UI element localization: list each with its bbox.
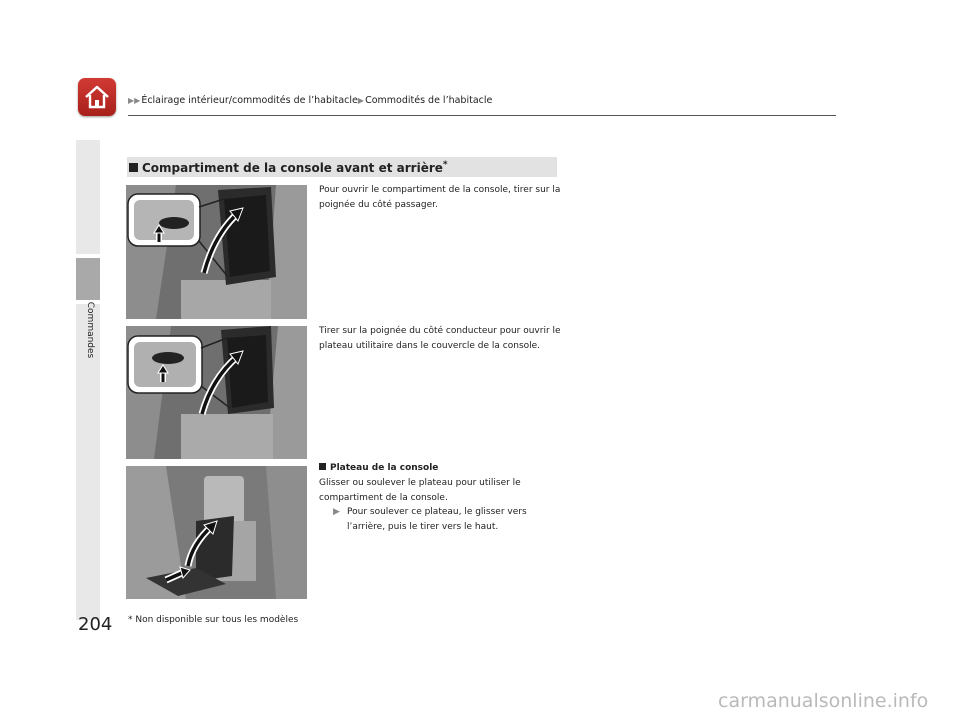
subsection-title: Plateau de la console	[319, 463, 438, 473]
breadcrumb-link-conveniences[interactable]: Commodités de l’habitacle	[365, 95, 493, 106]
subsection-text: Glisser ou soulever le plateau pour utiliser le compartiment de la console.	[319, 478, 521, 503]
section-square-icon	[129, 163, 138, 172]
photo-utility-tray	[126, 326, 307, 459]
page-number: 204	[78, 614, 113, 635]
breadcrumb-link-interior[interactable]: Éclairage intérieur/commodités de l’habitacle	[141, 95, 358, 106]
home-button[interactable]	[78, 78, 116, 116]
breadcrumb	[128, 95, 492, 106]
note-arrow-icon: ▶	[333, 507, 340, 517]
sidebar-tab-active	[76, 258, 100, 300]
photo-console-tray	[126, 466, 307, 599]
header-rule	[128, 115, 836, 116]
footnote: * Non disponible sur tous les modèles	[128, 615, 299, 625]
section-title: Compartiment de la console avant et arrière*	[129, 160, 448, 175]
home-icon	[83, 83, 111, 111]
sidebar-tab	[76, 140, 100, 254]
breadcrumb-arrow-icon: ▶	[357, 96, 365, 105]
watermark: carmanualsonline.info	[718, 690, 929, 712]
sidebar-chapter-label: Commandes	[85, 301, 95, 359]
paragraph-open-console: Pour ouvrir le compartiment de la console, tirer sur la poignée du côté passager.	[319, 185, 561, 210]
subsection-square-icon	[319, 463, 326, 470]
paragraph-utility-tray: Tirer sur la poignée du côté conducteur pour ouvrir le plateau utilitaire dans le couvercle de la console.	[319, 326, 561, 351]
subsection-note: ▶ Pour soulever ce plateau, le glisser vers l’arrière, puis le tirer vers le haut.	[333, 507, 527, 532]
breadcrumb-arrow-icon: ▶▶	[128, 96, 141, 105]
photo-console-open	[126, 185, 307, 319]
sidebar-tabs	[76, 140, 100, 620]
